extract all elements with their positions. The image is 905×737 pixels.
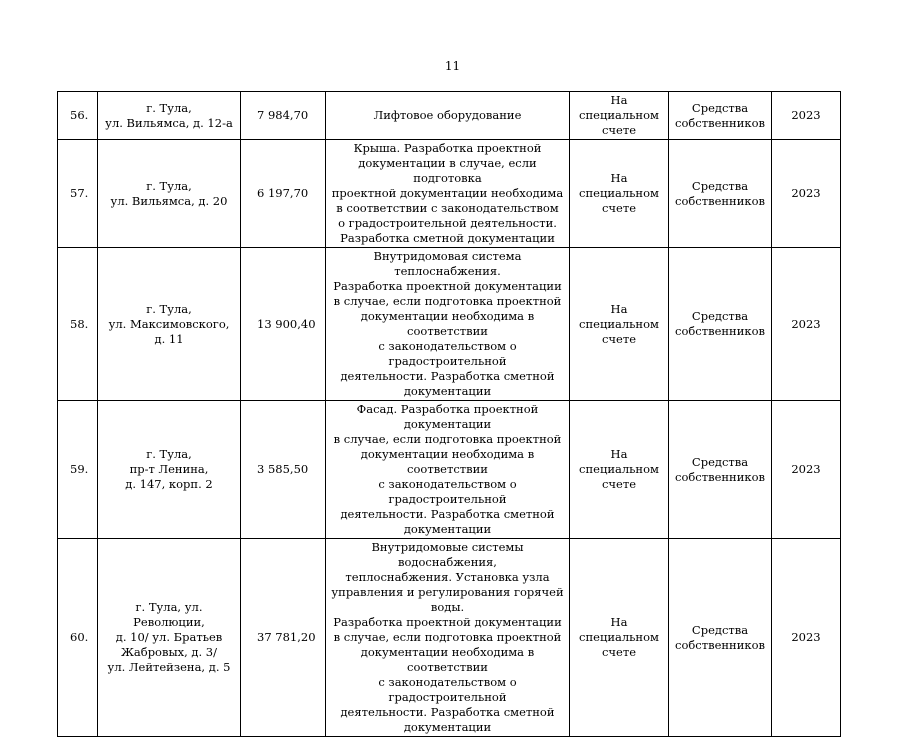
year-cell: 2023 <box>772 92 841 140</box>
table-row <box>58 401 841 539</box>
row-number: 56. <box>58 92 98 140</box>
account-method-cell: На специальном счете <box>570 539 669 737</box>
address-cell: г. Тула, ул. Вильямса, д. 12-а <box>98 92 241 140</box>
funding-source-cell: Средства собственников <box>669 92 772 140</box>
account-method-cell: На специальном счете <box>570 401 669 539</box>
address-cell: г. Тула, пр-т Ленина, д. 147, корп. 2 <box>98 401 241 539</box>
address-cell: г. Тула, ул. Максимовского, д. 11 <box>98 248 241 401</box>
address-cell: г. Тула, ул. Революции, д. 10/ ул. Братьев Жабровых, д. 3/ ул. Лейтейзена, д. 5 <box>98 539 241 737</box>
funding-source-cell: Средства собственников <box>669 539 772 737</box>
cost-cell: 13 900,40 <box>241 248 326 401</box>
work-type-cell: Внутридомовые системы водоснабжения, теплоснабжения. Установка узла управления и регулирования горячей воды. Разработка проектной документации в случае, если подготовка проектной документации необходима в соответствии с законодательством о градостроительной деятельности. Разработка сметной документации <box>326 539 570 737</box>
account-method-cell: На специальном счете <box>570 92 669 140</box>
cost-cell: 6 197,70 <box>241 140 326 248</box>
table-row <box>58 248 841 401</box>
row-number: 59. <box>58 401 98 539</box>
funding-source-cell: Средства собственников <box>669 401 772 539</box>
year-cell: 2023 <box>772 401 841 539</box>
year-cell: 2023 <box>772 539 841 737</box>
table-row <box>58 140 841 248</box>
cost-cell: 3 585,50 <box>241 401 326 539</box>
repair-program-table <box>57 91 841 737</box>
row-number: 58. <box>58 248 98 401</box>
cost-cell: 7 984,70 <box>241 92 326 140</box>
row-number: 60. <box>58 539 98 737</box>
funding-source-cell: Средства собственников <box>669 248 772 401</box>
year-cell: 2023 <box>772 140 841 248</box>
cost-cell: 37 781,20 <box>241 539 326 737</box>
address-cell: г. Тула, ул. Вильямса, д. 20 <box>98 140 241 248</box>
funding-source-cell: Средства собственников <box>669 140 772 248</box>
work-type-cell: Фасад. Разработка проектной документации в случае, если подготовка проектной документации необходима в соответствии с законодательством о градостроительной деятельности. Разработка сметной документации <box>326 401 570 539</box>
page-number: 11 <box>444 59 461 73</box>
work-type-cell: Лифтовое оборудование <box>326 92 570 140</box>
year-cell: 2023 <box>772 248 841 401</box>
account-method-cell: На специальном счете <box>570 248 669 401</box>
work-type-cell: Крыша. Разработка проектной документации в случае, если подготовка проектной документации необходима в соответствии с законодательством о градостроительной деятельности. Разработка сметной документации <box>326 140 570 248</box>
table-row <box>58 539 841 737</box>
table-row <box>58 92 841 140</box>
work-type-cell: Внутридомовая система теплоснабжения. Разработка проектной документации в случае, если подготовка проектной документации необходима в соответствии с законодательством о градостроительной деятельности. Разработка сметной документации <box>326 248 570 401</box>
row-number: 57. <box>58 140 98 248</box>
account-method-cell: На специальном счете <box>570 140 669 248</box>
